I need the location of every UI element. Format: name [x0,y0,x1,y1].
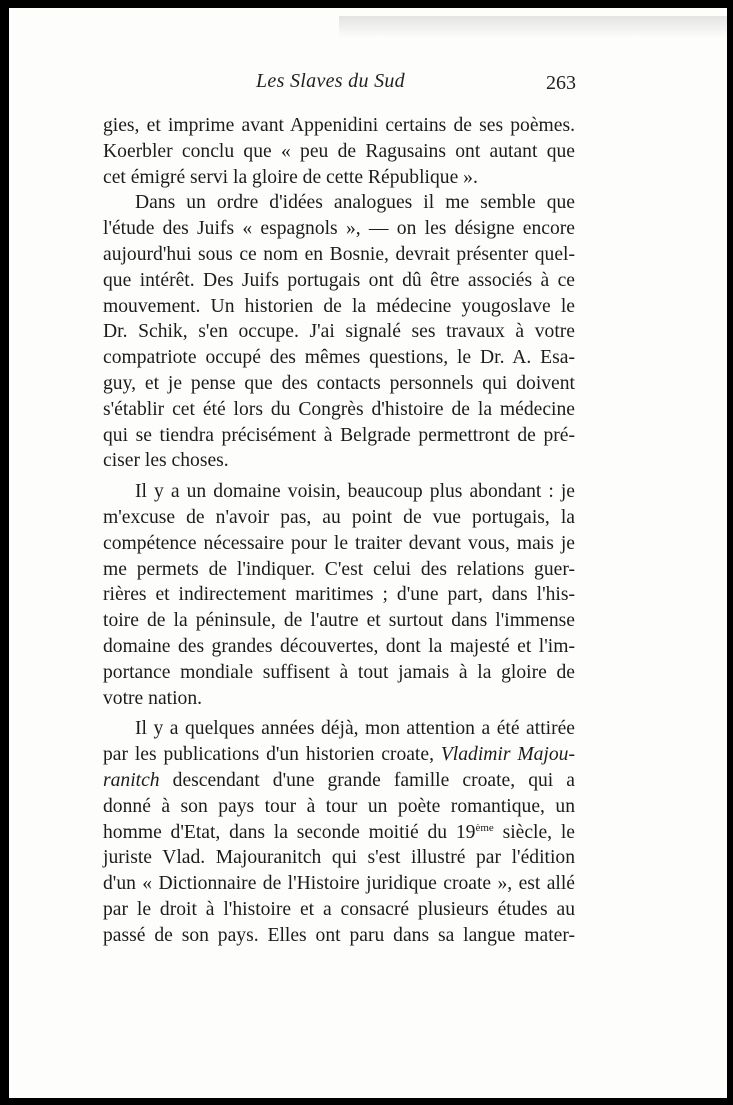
text-line [103,742,575,768]
text-run: par les publications d'un historien croate, [103,744,441,766]
text-line: ciser les choses. [103,450,229,472]
text-line: guy, et je pense que des contacts personnels qui doivent [103,372,575,394]
paragraph-1 [103,113,575,190]
text-line: juriste Vlad. Majouranitch qui s'est illustré par l'édition [103,847,575,869]
body-text [103,113,575,949]
page-number: 263 [546,72,576,94]
text-line: qui se tiendra précisément à Belgrade permettront de pré- [103,424,575,446]
text-line: passé de son pays. Elles ont paru dans sa langue mater- [103,924,575,946]
text-run: descendant d'une grande famille croate, qui a [159,769,575,791]
text-line: m'excuse de n'avoir pas, au point de vue portugais, la [103,506,575,528]
text-line: compatriote occupé des mêmes questions, le Dr. A. Esa- [103,347,575,369]
text-line: Koerbler conclu que « peu de Ragusains ont autant que [103,140,575,162]
text-line: gies, et imprime avant Appenidini certains de ses poèmes. [103,115,575,136]
text-line: portance mondiale suffisent à tout jamais à la gloire de [103,661,575,683]
text-line: toire de la péninsule, de l'autre et surtout dans l'immense [103,610,575,632]
italic-name: Vladimir Majou- [440,744,575,766]
text-line: votre nation. [103,687,203,709]
text-run: homme d'Etat, dans la seconde moitié du 19 [103,821,476,843]
text-line [103,768,575,794]
text-line: me permets de l'indiquer. C'est celui des relations guer- [103,558,575,580]
text-line: rières et indirectement maritimes ; d'une part, dans l'his- [103,584,575,606]
text-line: cet émigré servi la gloire de cette République ». [103,166,478,188]
scan-shadow [339,16,729,38]
text-line: Il y a quelques années déjà, mon attention a été attirée [135,718,575,740]
paragraph-3 [103,479,575,711]
running-title: Les Slaves du Sud [256,70,405,92]
text-line: l'étude des Juifs « espagnols », — on les désigne encore [103,218,575,240]
text-line: que intérêt. Des Juifs portugais ont dû être associés à ce [103,269,575,291]
text-line: donné à son pays tour à tour un poète romantique, un [103,795,575,817]
text-line [103,820,575,846]
text-line: aujourd'hui sous ce nom en Bosnie, devrait présenter quel- [103,243,575,265]
text-line: Il y a un domaine voisin, beaucoup plus abondant : je [135,481,575,503]
text-line: domaine des grandes découvertes, dont la majesté et l'im- [103,635,575,657]
text-line: s'établir cet été lors du Congrès d'histoire de la médecine [103,398,575,420]
text-line: d'un « Dictionnaire de l'Histoire juridique croate », est allé [103,873,575,895]
text-run: siècle, le [493,821,575,843]
superscript: ème [475,821,494,834]
text-line: compétence nécessaire pour le traiter devant vous, mais je [103,532,575,554]
text-line: Dr. Schik, s'en occupe. J'ai signalé ses travaux à votre [103,321,575,343]
italic-name: ranitch [103,769,160,791]
page-header [0,68,733,98]
paragraph-4 [103,716,575,948]
text-line: Dans un ordre d'idées analogues il me semble que [135,192,575,214]
text-line: par le droit à l'histoire et a consacré plusieurs études au [103,898,575,920]
text-line: mouvement. Un historien de la médecine yougoslave le [103,295,575,317]
paragraph-2 [103,190,575,474]
